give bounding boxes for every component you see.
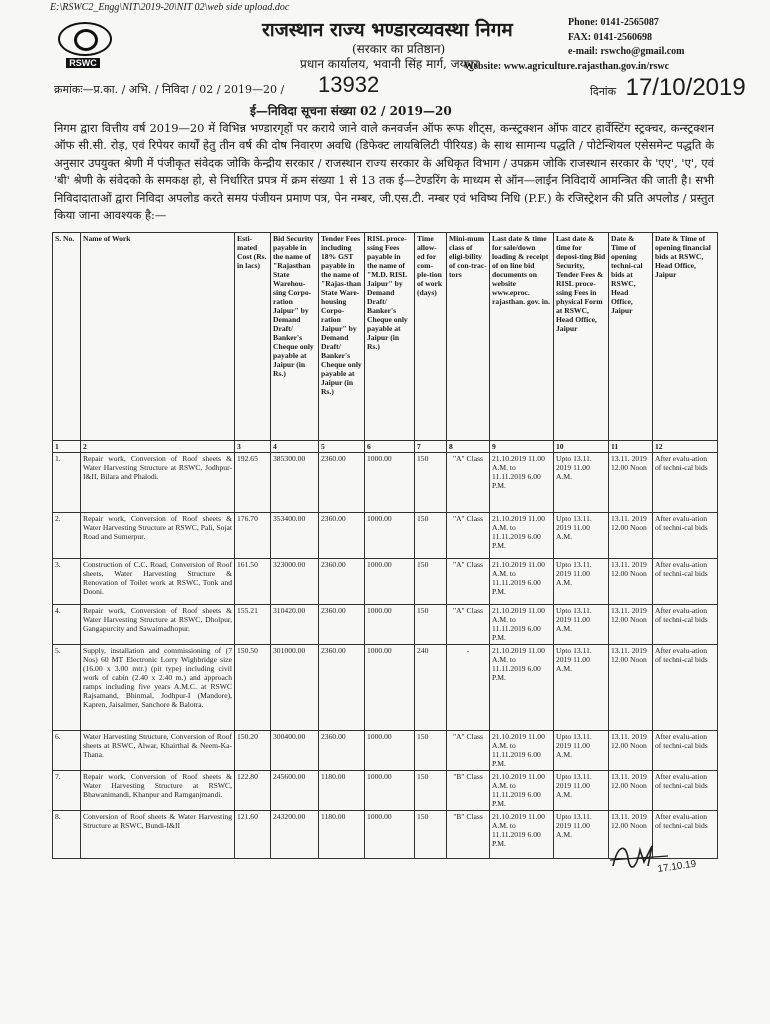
table-cell-sno: 4.	[53, 605, 81, 645]
table-cell-work: Repair work, Conversion of Roof sheets & Water Harvesting Structure at RSWC, Pali, Sojat Road and Sumerpur.	[81, 513, 235, 559]
table-cell-cost: 155.21	[235, 605, 271, 645]
column-number: 11	[609, 441, 653, 453]
notice-body: निगम द्वारा वित्तीय वर्ष 2019—20 में विभिन्न भण्डारगृहों पर कराये जाने वाले कनवर्जन ऑफ रूफ शीट्स, कन्स्ट्रक्शन ऑफ वाटर हार्वेस्टिंग स्ट्रक्चर, कन्स्ट्रक्शन ऑफ सी.सी. रोड़, एवं रिपेयर कार्यों हेतु तीन वर्ष की दोष निवारण अवधि (डिफेक्ट लायबिलिटी पीरियड) के साथ सामान्य पद्धति / पोटेन्शियल एसेसमेन्ट पद्धति के अनुसार उपयुक्त श्रेणी में पंजीकृत संवेदक जोकि केन्द्रीय सरकार / राजस्थान राज्य सरकार के अधिकृत विभाग / उपक्रम जोकि राजस्थान सरकार के 'एए', 'ए', एवं 'बी' श्रेणी के संवेदको के समकक्ष हो, से निर्धारित प्रपत्र में क्रम संख्या 1 से 13 तक ई—टेण्डरिंग के माध्यम से ऑन—लाईन निविदायें आमन्त्रित की जाती है। सभी निविदादाताओं द्वारा निविदा अपलोड करते समय पंजीयन प्रमाण पत्र, पेन नम्बर, जी.एस.टी. नम्बर एवं भविष्य निधि (P.F.) के रजिस्ट्रेशन की प्रति अपलोड / प्रस्तुत किया जाना आवश्यक है:—	[54, 121, 714, 223]
table-header: S. No.	[53, 233, 81, 441]
table-cell-bid: 300400.00	[271, 731, 319, 771]
column-number: 10	[554, 441, 609, 453]
table-cell-tender: 2360.00	[319, 453, 365, 513]
table-row	[53, 559, 718, 605]
table-cell-cls: "A" Class	[447, 731, 490, 771]
table-header: Time allow-ed for com-ple-tion of work (days)	[415, 233, 447, 441]
column-number: 9	[490, 441, 554, 453]
table-cell-bid: 243200.00	[271, 811, 319, 859]
table-row	[53, 731, 718, 771]
table-cell-days: 150	[415, 559, 447, 605]
table-cell-cost: 122.80	[235, 771, 271, 811]
phone: Phone: 0141-2565087	[568, 17, 659, 28]
logo-emblem-icon	[58, 22, 112, 56]
table-cell-days: 150	[415, 513, 447, 559]
table-row	[53, 771, 718, 811]
table-header: Tender Fees including 18% GST payable in the name of "Rajas-than State Ware-housing Corpo-ration Jaipur" by Demand Draft/ Banker's Cheque only payable at Jaipur (in Rs.)	[319, 233, 365, 441]
table-cell-fin: After evalu-ation of techni-cal bids	[653, 771, 718, 811]
table-header: Last date & time for deposi-ting Bid Security, Tender Fees & RISL proce-ssing Fees in physical Form at RSWC, Head Office, Jaipur	[554, 233, 609, 441]
date-value: 17/10/2019	[625, 74, 746, 101]
table-cell-deposit: Upto 13.11. 2019 11.00 A.M.	[554, 771, 609, 811]
table-cell-sno: 5.	[53, 645, 81, 731]
website: Website: www.agriculture.rajasthan.gov.in/rswc	[464, 60, 670, 72]
table-header: Last date & time for sale/down loading & receipt of on line bid documents on website www.eproc. rajasthan. gov. in.	[490, 233, 554, 441]
table-cell-tech: 13.11. 2019 12.00 Noon	[609, 645, 653, 731]
table-header: Date & Time of opening financial bids at RSWC, Head Office, Jaipur	[653, 233, 718, 441]
rswc-logo	[58, 22, 110, 66]
table-cell-work: Conversion of Roof sheets & Water Harvesting Structure at RSWC, Bundi-I&II	[81, 811, 235, 859]
table-header: Date & Time of opening techni-cal bids at RSWC, Head Office, Jaipur	[609, 233, 653, 441]
table-header-row	[53, 233, 718, 441]
table-cell-sno: 2.	[53, 513, 81, 559]
table-cell-cls: "A" Class	[447, 453, 490, 513]
table-cell-risl: 1000.00	[365, 605, 415, 645]
table-header: Bid Security payable in the name of "Rajasthan State Warehou-sing Corpo-ration Jaipur" by Demand Draft/ Banker's Cheque only payable at Jaipur (in Rs.)	[271, 233, 319, 441]
table-cell-tech: 13.11. 2019 12.00 Noon	[609, 605, 653, 645]
table-header: Esti-mated Cost (Rs. in lacs)	[235, 233, 271, 441]
table-cell-cost: 161.50	[235, 559, 271, 605]
table-cell-tech: 13.11. 2019 12.00 Noon	[609, 453, 653, 513]
table-cell-risl: 1000.00	[365, 771, 415, 811]
table-cell-cls: "B" Class	[447, 811, 490, 859]
table-cell-fin: After evalu-ation of techni-cal bids	[653, 453, 718, 513]
fax: FAX: 0141-2560698	[568, 31, 652, 43]
table-cell-work: Construction of C.C. Road, Conversion of Roof sheets, Water Harvesting Structure & Renovation of Toilet work at RSWC, Tonk and Dooni.	[81, 559, 235, 605]
table-cell-lastdate: 21.10.2019 11.00 A.M. to 11.11.2019 6.00 P.M.	[490, 559, 554, 605]
table-header: Mini-mum class of eligi-bility of con-trac-tors	[447, 233, 490, 441]
table-cell-cost: 121.60	[235, 811, 271, 859]
table-cell-cls: -	[447, 645, 490, 731]
table-header: Name of Work	[81, 233, 235, 441]
logo-text: RSWC	[66, 58, 100, 68]
table-cell-days: 150	[415, 811, 447, 859]
org-subtitle: (सरकार का प्रतिष्ठान)	[352, 42, 446, 56]
table-cell-tender: 2360.00	[319, 645, 365, 731]
org-address: प्रधान कार्यालय, भवानी सिंह मार्ग, जयपुर	[300, 57, 479, 71]
column-number-row	[53, 441, 718, 453]
signature-date: 17.10.19	[656, 858, 697, 875]
table-cell-cls: "A" Class	[447, 605, 490, 645]
table-cell-sno: 6.	[53, 731, 81, 771]
table-row	[53, 513, 718, 559]
table-cell-work: Water Harvesting Structure, Conversion of Roof sheets at RSWC, Alwar, Khairthal & Neem-Ka-Thana.	[81, 731, 235, 771]
table-cell-tech: 13.11. 2019 12.00 Noon	[609, 771, 653, 811]
column-number: 8	[447, 441, 490, 453]
table-cell-tender: 1180.00	[319, 811, 365, 859]
table-cell-work: Repair work, Conversion of Roof sheets & Water Harvesting Structure at RSWC, Jodhpur-I&II, Bilara and Phalodi.	[81, 453, 235, 513]
table-cell-lastdate: 21.10.2019 11.00 A.M. to 11.11.2019 6.00 P.M.	[490, 605, 554, 645]
table-cell-days: 150	[415, 731, 447, 771]
table-cell-tech: 13.11. 2019 12.00 Noon	[609, 559, 653, 605]
table-row	[53, 605, 718, 645]
table-cell-sno: 3.	[53, 559, 81, 605]
table-cell-risl: 1000.00	[365, 513, 415, 559]
reference-label: क्रमांकः—प्र.का. / अभि. / निविदा / 02 / 2019—20 /	[54, 83, 285, 96]
table-cell-cost: 192.65	[235, 453, 271, 513]
table-cell-tender: 2360.00	[319, 605, 365, 645]
table-cell-work: Supply, installation and commissioning of (7 Nos) 60 MT Electronic Lorry Wighbridge size (16.00 x 3.00 mtr.) (pit type) including civil work of cabin (2.40 x 2.40 m.) and approach ramps including five years A.M.C. at RSWC Rajsamand, Bhinmal, Jodhpur-I (Mandore), Kapren, Jaisalmer, Sanchore & Balotra.	[81, 645, 235, 731]
table-cell-deposit: Upto 13.11. 2019 11.00 A.M.	[554, 645, 609, 731]
table-cell-lastdate: 21.10.2019 11.00 A.M. to 11.11.2019 6.00 P.M.	[490, 513, 554, 559]
table-cell-fin: After evalu-ation of techni-cal bids	[653, 559, 718, 605]
table-cell-deposit: Upto 13.11. 2019 11.00 A.M.	[554, 731, 609, 771]
column-number: 3	[235, 441, 271, 453]
column-number: 1	[53, 441, 81, 453]
table-cell-fin: After evalu-ation of techni-cal bids	[653, 605, 718, 645]
table-cell-days: 240	[415, 645, 447, 731]
column-number: 5	[319, 441, 365, 453]
table-cell-deposit: Upto 13.11. 2019 11.00 A.M.	[554, 453, 609, 513]
table-cell-lastdate: 21.10.2019 11.00 A.M. to 11.11.2019 6.00 P.M.	[490, 645, 554, 731]
table-cell-tech: 13.11. 2019 12.00 Noon	[609, 513, 653, 559]
email: e-mail: rswcho@gmail.com	[568, 46, 685, 57]
table-cell-lastdate: 21.10.2019 11.00 A.M. to 11.11.2019 6.00 P.M.	[490, 771, 554, 811]
table-cell-tender: 1180.00	[319, 771, 365, 811]
column-number: 2	[81, 441, 235, 453]
table-cell-fin: After evalu-ation of techni-cal bids	[653, 811, 718, 859]
table-cell-sno: 8.	[53, 811, 81, 859]
table-cell-deposit: Upto 13.11. 2019 11.00 A.M.	[554, 811, 609, 859]
table-cell-cost: 176.70	[235, 513, 271, 559]
table-cell-lastdate: 21.10.2019 11.00 A.M. to 11.11.2019 6.00 P.M.	[490, 453, 554, 513]
notice-title: ई—निविदा सूचना संख्या 02 / 2019—20	[250, 104, 452, 118]
table-header: RISL proce-ssing Fees payable in the name of "M.D. RISL Jaipur" by Demand Draft/ Banker's Cheque only payable at Jaipur (in Rs.)	[365, 233, 415, 441]
table-cell-work: Repair work, Conversion of Roof sheets & Water Harvesting Structure at RSWC, Dholpur, Gangapurcity and Sawaimadhopur.	[81, 605, 235, 645]
table-cell-risl: 1000.00	[365, 645, 415, 731]
tender-table	[52, 232, 718, 859]
table-cell-cost: 150.50	[235, 645, 271, 731]
table-cell-tender: 2360.00	[319, 513, 365, 559]
table-cell-days: 150	[415, 771, 447, 811]
table-cell-fin: After evalu-ation of techni-cal bids	[653, 513, 718, 559]
date-label: दिनांक	[590, 85, 617, 98]
reference-number: 13932	[318, 72, 380, 97]
table-cell-fin: After evalu-ation of techni-cal bids	[653, 645, 718, 731]
table-cell-fin: After evalu-ation of techni-cal bids	[653, 731, 718, 771]
column-number: 4	[271, 441, 319, 453]
table-cell-work: Repair work, Conversion of Roof sheets & Water Harvesting Structure at RSWC, Bhawanimandi, Khanpur and Ramganjmandi.	[81, 771, 235, 811]
table-cell-risl: 1000.00	[365, 811, 415, 859]
column-number: 7	[415, 441, 447, 453]
table-cell-lastdate: 21.10.2019 11.00 A.M. to 11.11.2019 6.00 P.M.	[490, 811, 554, 859]
table-row	[53, 453, 718, 513]
table-cell-days: 150	[415, 605, 447, 645]
table-cell-bid: 310420.00	[271, 605, 319, 645]
column-number: 12	[653, 441, 718, 453]
table-cell-risl: 1000.00	[365, 453, 415, 513]
table-cell-risl: 1000.00	[365, 559, 415, 605]
table-cell-sno: 7.	[53, 771, 81, 811]
table-cell-tender: 2360.00	[319, 559, 365, 605]
table-cell-bid: 323000.00	[271, 559, 319, 605]
table-cell-bid: 301000.00	[271, 645, 319, 731]
file-path: E:\RSWC2_Engg\NIT\2019-20\NIT 02\web side upload.doc	[50, 2, 290, 13]
org-name: राजस्थान राज्य भण्डारव्यवस्था निगम	[262, 19, 513, 41]
table-cell-tech: 13.11. 2019 12.00 Noon	[609, 811, 653, 859]
column-number: 6	[365, 441, 415, 453]
table-row	[53, 645, 718, 731]
table-cell-bid: 385300.00	[271, 453, 319, 513]
table-cell-deposit: Upto 13.11. 2019 11.00 A.M.	[554, 559, 609, 605]
reference-date	[590, 74, 746, 102]
table-cell-deposit: Upto 13.11. 2019 11.00 A.M.	[554, 605, 609, 645]
table-cell-tender: 2360.00	[319, 731, 365, 771]
table-cell-sno: 1.	[53, 453, 81, 513]
table-cell-cls: "A" Class	[447, 513, 490, 559]
table-cell-deposit: Upto 13.11. 2019 11.00 A.M.	[554, 513, 609, 559]
table-cell-cls: "A" Class	[447, 559, 490, 605]
table-cell-tech: 13.11. 2019 12.00 Noon	[609, 731, 653, 771]
table-cell-risl: 1000.00	[365, 731, 415, 771]
table-cell-bid: 353400.00	[271, 513, 319, 559]
table-cell-days: 150	[415, 453, 447, 513]
contact-block	[464, 16, 685, 74]
table-cell-cls: "B" Class	[447, 771, 490, 811]
table-cell-cost: 150.20	[235, 731, 271, 771]
table-cell-bid: 245600.00	[271, 771, 319, 811]
signature	[608, 836, 728, 876]
table-cell-lastdate: 21.10.2019 11.00 A.M. to 11.11.2019 6.00 P.M.	[490, 731, 554, 771]
